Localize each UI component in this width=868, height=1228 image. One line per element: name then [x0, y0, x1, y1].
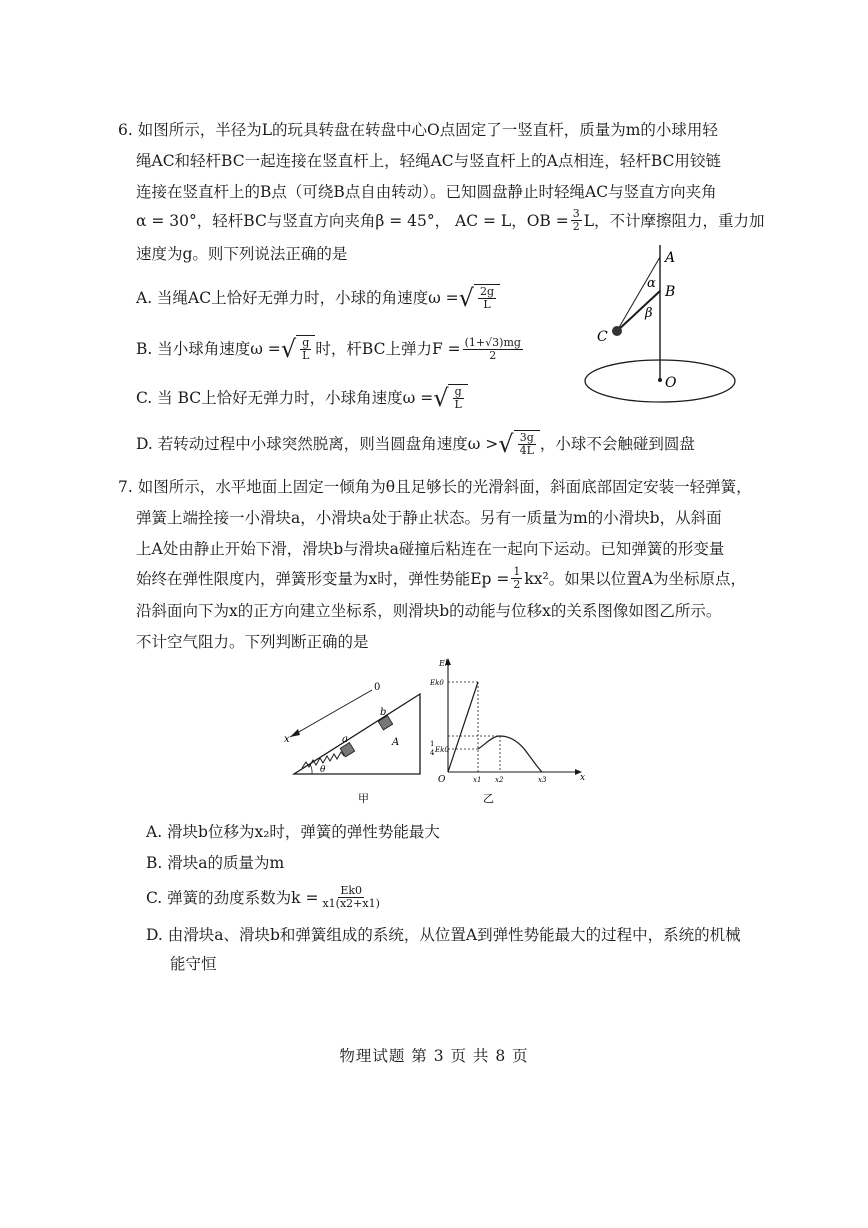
optD-den: 4L	[519, 444, 534, 457]
ep-num: 1	[513, 565, 521, 578]
q7-optC-text: C. 弹簧的劲度系数为k =	[146, 888, 319, 907]
sqrt-d: √ $\frac{3g}{4L}$	[498, 430, 540, 458]
jia-b-label: b	[380, 707, 387, 718]
q6-optA-text: A. 当绳AC上恰好无弹力时，小球的角速度ω =	[136, 289, 459, 307]
yi-caption: 乙	[483, 792, 494, 805]
ep-den: 2	[513, 578, 521, 591]
page-footer: 物理试题 第 3 页 共 8 页	[339, 1047, 529, 1065]
force-fraction	[463, 337, 523, 362]
yi-y-label: Ek	[439, 659, 450, 668]
rod-bc	[617, 291, 660, 331]
yi-origin-label: O	[438, 775, 446, 785]
yi-x3-label: x3	[538, 776, 547, 784]
q6-optD-text: D. 若转动过程中小球突然脱离，则当圆盘角速度ω >	[136, 435, 499, 453]
jia-A-label: A	[392, 737, 400, 748]
jia-a-label: a	[342, 734, 348, 745]
q6-stem4b: L，不计摩擦阻力，重力加	[583, 211, 765, 230]
label-alpha: α	[647, 276, 656, 291]
q7-option-d-line2: 能守恒	[170, 955, 217, 973]
jia-caption: 甲	[358, 792, 369, 805]
q6-stem1: 如图所示，半径为L的玩具转盘在转盘中心O点固定了一竖直杆，质量为m的小球用轻	[137, 121, 718, 139]
q7-stem1: 如图所示，水平地面上固定一倾角为θ且足够长的光滑斜面，斜面底部固定安装一轻弹簧，	[137, 478, 752, 496]
ep-fraction	[511, 566, 522, 591]
yi-quarter-num: 1	[430, 740, 435, 748]
angle-arc	[310, 764, 312, 774]
ob-num: 3	[572, 207, 580, 220]
incline-triangle	[294, 694, 420, 774]
q6-optB-mid: 时，杆BC上弹力F =	[315, 340, 461, 358]
optB-den: L	[302, 349, 310, 362]
optD-num: 3g	[519, 431, 534, 444]
yi-x1-label: x1	[473, 776, 482, 784]
figure-yi	[428, 656, 588, 816]
x-axis-jia	[290, 690, 372, 737]
q6-option-b	[136, 335, 525, 363]
optB-fden: 2	[489, 348, 497, 362]
optB-num: g	[302, 336, 310, 349]
q6-option-d	[136, 430, 695, 458]
optB-fnum: (1+√3)mg	[464, 335, 521, 349]
q6-stem4a: α = 30°，轻杆BC与竖直方向夹角β = 45°， AC = L，OB =	[136, 211, 569, 230]
q7-stem4a: 始终在弹性限度内，弹簧形变量为x时，弹性势能Ep =	[136, 569, 510, 588]
q7-stem-line6: 不计空气阻力。下列判断正确的是	[136, 633, 369, 651]
x-axis-arrow	[290, 729, 300, 737]
label-a: A	[665, 250, 676, 266]
q7-stem-line2: 弹簧上端拴接一小滑块a，小滑块a处于静止状态。另有一质量为m的小滑块b，从斜面	[136, 509, 722, 527]
label-beta: β	[645, 306, 653, 321]
q6-stem-line4	[136, 208, 765, 233]
q7-option-d-line1: D. 由滑块a、滑块b和弹簧组成的系统，从位置A到弹性势能最大的过程中，系统的机械	[146, 926, 741, 944]
k-den: x1(x2+x1)	[322, 897, 380, 910]
q6-option-a	[136, 284, 500, 312]
jia-origin-label: 0	[374, 682, 381, 693]
q7-stem-line4	[136, 566, 746, 591]
figure-jia	[280, 672, 430, 812]
sqrt-c: √ $\frac{g}{L}$	[433, 384, 468, 412]
yi-quarter-den: 4	[430, 749, 435, 757]
ob-fraction	[571, 208, 582, 233]
yi-ek0b-label: Ek0	[435, 746, 449, 754]
yi-x-label: x	[580, 773, 586, 783]
label-o: O	[665, 375, 677, 391]
rope-ac	[617, 257, 660, 331]
sqrt-b: √ $\frac{g}{L}$	[281, 335, 316, 363]
q6-optD-post: ，小球不会触碰到圆盘	[539, 435, 695, 453]
q6-stem-line5: 速度为g。则下列说法正确的是	[136, 245, 348, 263]
optC-num: g	[454, 385, 462, 398]
optA-num: 2g	[479, 285, 494, 298]
k-num: Ek0	[340, 884, 363, 897]
q6-option-c	[136, 384, 468, 412]
q7-stem-line3: 上A处由静止开始下滑，滑块b与滑块a碰撞后粘连在一起向下运动。已知弹簧的形变量	[136, 540, 725, 558]
yi-rising-line	[448, 682, 478, 772]
q7-stem-line1	[118, 477, 752, 497]
q7-option-b: B. 滑块a的质量为m	[146, 854, 285, 872]
q6-figure	[575, 235, 745, 405]
ob-den: 2	[572, 220, 580, 233]
optA-den: L	[483, 298, 491, 311]
yi-x2-label: x2	[495, 776, 504, 784]
center-o-dot	[658, 378, 662, 382]
k-fraction	[320, 885, 381, 910]
q7-stem4b: kx²。如果以位置A为坐标原点，	[524, 569, 746, 588]
q6-stem-line3: 连接在竖直杆上的B点（可绕B点自由转动）。已知圆盘静止时轻绳AC与竖直方向夹角	[136, 183, 717, 201]
yi-ek0-label: Ek0	[430, 679, 444, 687]
q6-stem-line1	[118, 120, 718, 140]
yi-curve	[478, 736, 542, 772]
q7-option-c	[146, 885, 384, 910]
optC-den: L	[454, 398, 462, 411]
q6-optB-text: B. 当小球角速度ω =	[136, 340, 281, 358]
label-c: C	[597, 329, 608, 345]
ball-c	[612, 326, 622, 336]
q7-stem-line5: 沿斜面向下为x的正方向建立坐标系，则滑块b的动能与位移x的关系图像如图乙所示。	[136, 602, 722, 620]
jia-theta-label: θ	[320, 765, 326, 775]
jia-x-label: x	[284, 734, 290, 745]
q6-optC-text: C. 当 BC上恰好无弹力时，小球角速度ω =	[136, 389, 434, 407]
q7-option-a: A. 滑块b位移为x₂时，弹簧的弹性势能最大	[146, 823, 440, 841]
q6-stem-line2: 绳AC和轻杆BC一起连接在竖直杆上，轻绳AC与竖直杆上的A点相连，轻杆BC用铰链	[136, 152, 721, 170]
sqrt-a: √ $\frac{2g}{L}$	[459, 284, 500, 312]
label-b: B	[665, 284, 676, 300]
q7-number: 7.	[118, 478, 133, 496]
q6-number: 6.	[118, 121, 133, 139]
